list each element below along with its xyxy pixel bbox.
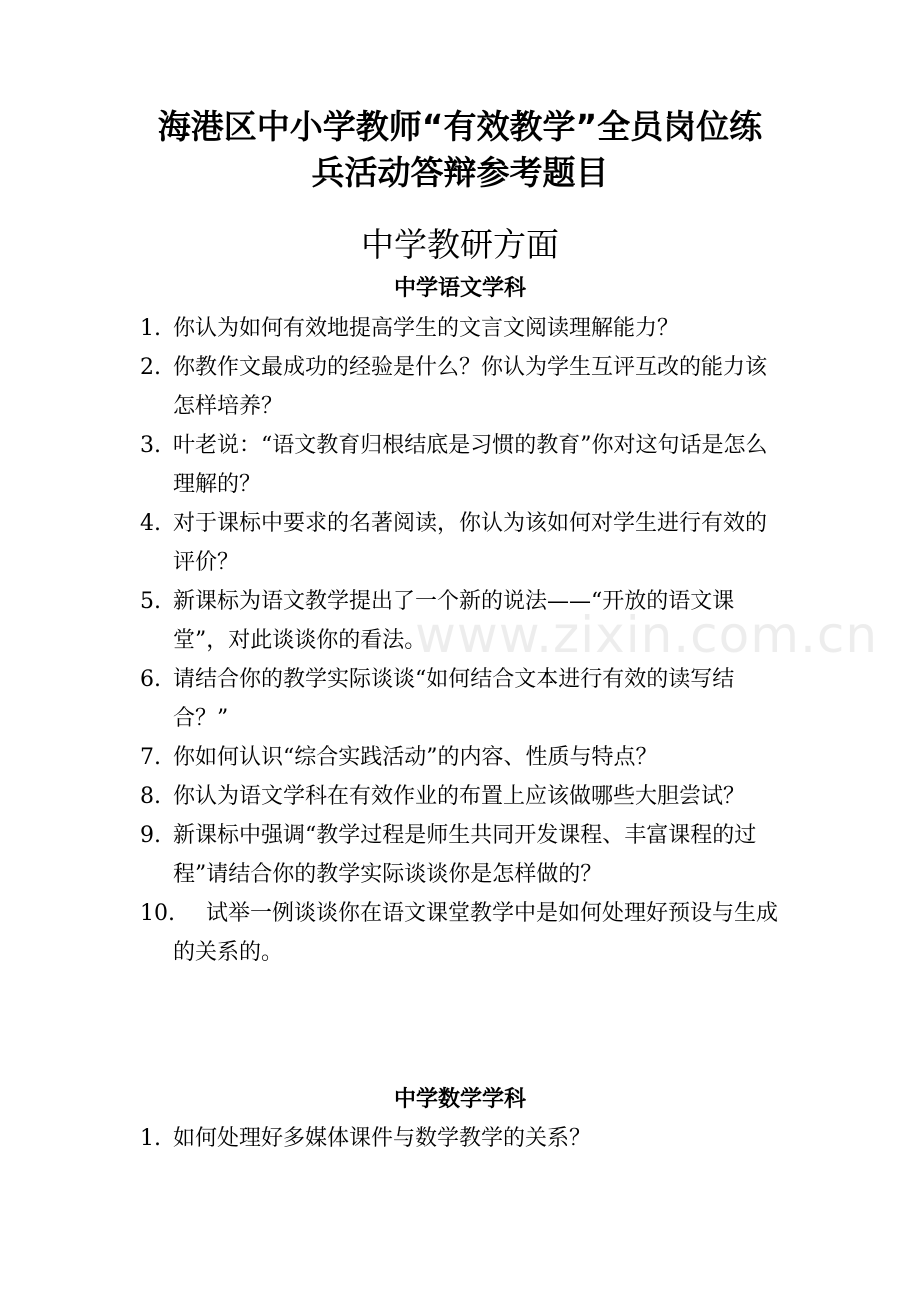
subject-heading-chinese: 中学语文学科: [393, 276, 526, 301]
question-number: 2.: [140, 355, 161, 380]
question-text: 请结合你的教学实际谈谈“如何结合文本进行有效的读写结合？”: [173, 667, 735, 731]
question-text: 你教作文最成功的经验是什么？你认为学生互评互改的能力该怎样培养？: [173, 355, 768, 419]
question-list-chinese: [140, 309, 785, 972]
question-text: 新课标中强调“教学过程是师生共同开发课程、丰富课程的过程”请结合你的教学实际谈谈你是怎样做的？: [173, 823, 757, 887]
question-number: 3.: [140, 433, 161, 458]
list-item: [140, 582, 785, 660]
list-item: [140, 660, 785, 738]
question-text: 如何处理好多媒体课件与数学教学的关系？: [173, 1126, 592, 1151]
list-item: [140, 348, 785, 426]
document-title-line-1: 海港区中小学教师“有效教学”全员岗位练: [157, 107, 763, 146]
list-item: [140, 426, 785, 504]
list-item: [140, 738, 785, 777]
document-title: [0, 104, 920, 196]
watermark: www.zixin.com.cn: [415, 606, 879, 664]
question-text: 你认为语文学科在有效作业的布置上应该做哪些大胆尝试？: [173, 784, 746, 809]
question-text: 对于课标中要求的名著阅读，你认为该如何对学生进行有效的评价？: [173, 511, 768, 575]
question-text: 叶老说：“语文教育归根结底是习惯的教育”你对这句话是怎么理解的？: [173, 433, 768, 497]
list-item: [140, 1119, 785, 1158]
list-item: [140, 816, 785, 894]
question-number: 6.: [140, 667, 161, 692]
question-text: 你如何认识“综合实践活动”的内容、性质与特点？: [173, 745, 658, 770]
question-list-math: [140, 1119, 785, 1158]
list-item: [140, 309, 785, 348]
document-title-line-2: 兵活动答辩参考题目: [311, 153, 609, 192]
question-number: 5.: [140, 589, 161, 614]
question-text: 新课标为语文教学提出了一个新的说法——“开放的语文课堂”，对此谈谈你的看法。: [173, 589, 735, 653]
question-number: 7.: [140, 745, 161, 770]
question-number: 8.: [140, 784, 161, 809]
question-number: 1.: [140, 316, 161, 341]
question-number: 4.: [140, 511, 161, 536]
list-item: [140, 504, 785, 582]
subject-heading-math: 中学数学学科: [393, 1087, 526, 1112]
list-item: [140, 777, 785, 816]
question-number: 9.: [140, 823, 161, 848]
list-item: [140, 894, 785, 972]
section-heading: 中学教研方面: [361, 225, 559, 264]
question-text: 试举一例谈谈你在语文课堂教学中是如何处理好预设与生成的关系的。: [173, 901, 779, 965]
question-number: 1.: [140, 1126, 161, 1151]
question-number: 10.: [140, 901, 175, 926]
question-text: 你认为如何有效地提高学生的文言文阅读理解能力？: [173, 316, 680, 341]
